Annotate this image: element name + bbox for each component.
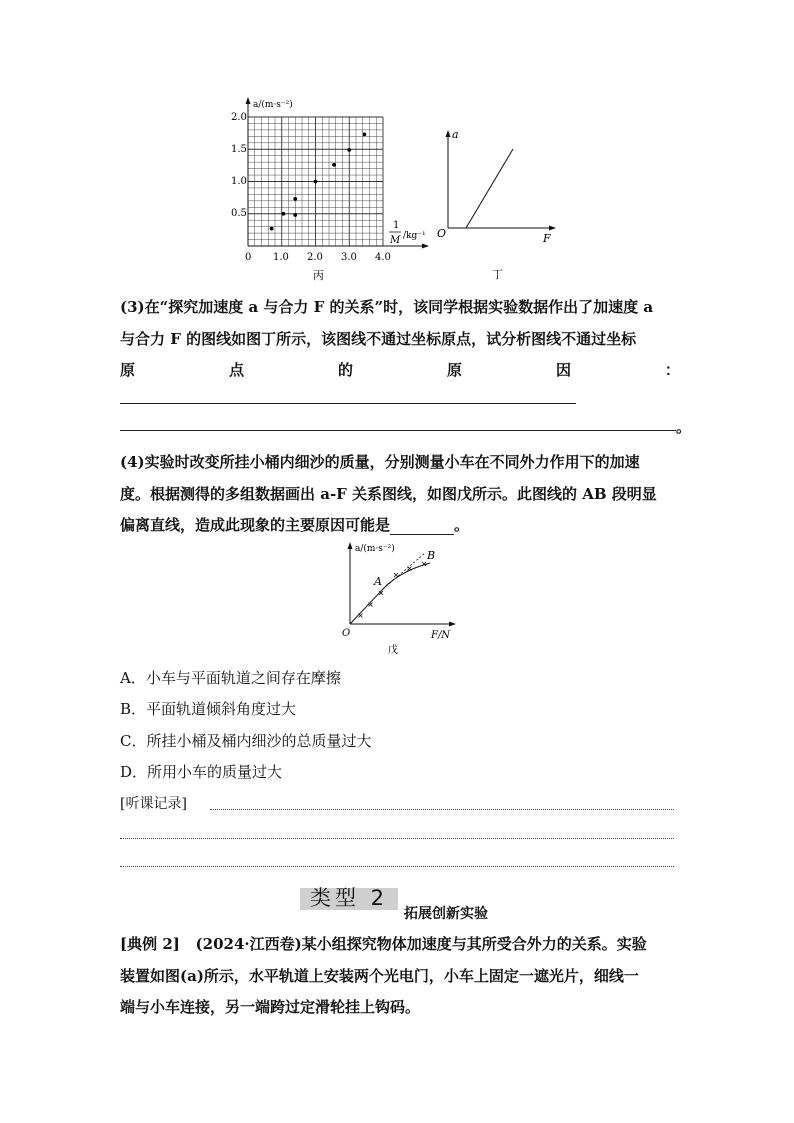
q4-line3-end: 。 [454,516,470,534]
section-badge [300,888,398,910]
bing-x-tick: 4.0 [375,252,391,263]
ding-caption: 丁 [492,268,503,281]
bing-y-tick: 1.5 [231,144,247,155]
bing-x-tick: 0 [245,252,252,263]
q3-answer-line-1[interactable] [120,403,576,404]
bing-caption: 丙 [313,269,324,282]
q3-char: ： [664,361,680,379]
wu-origin: O [342,628,351,639]
notes-line-2[interactable] [120,838,674,839]
option-a[interactable]: A．小车与平面轨道之间存在摩擦 [120,669,341,687]
q3-answer-line-2[interactable] [120,430,676,431]
ding-graph-line [466,149,513,228]
bing-y-tick: 0.5 [231,208,247,219]
q4-line3-text: 偏离直线，造成此现象的主要原因可能是 [120,516,391,534]
bing-x-label-unit: /kg⁻¹ [403,231,426,241]
bing-data-point [363,133,367,137]
wu-point-b: B [427,549,436,562]
q3-char: 点 [228,361,244,379]
figure-ding-chart [430,126,562,282]
ding-x-arrow [549,226,556,231]
bing-x-arrow [422,244,429,249]
q3-char: 原 [120,361,136,379]
wu-y-label: a/(m·s⁻²) [355,544,395,554]
q4-line3 [120,515,680,535]
bing-data-point [347,148,351,152]
bing-data-point [293,197,297,201]
wu-curve [350,563,430,624]
wu-point-a: A [374,575,382,588]
wu-caption: 戊 [388,645,398,656]
wu-x-arrow [449,622,456,627]
bing-x-tick: 1.0 [273,252,289,263]
notes-label: [听课记录] [120,796,187,812]
notes-line-3[interactable] [120,866,674,867]
ding-y-label: a [452,128,459,141]
example2-line2: 装置如图(a)所示，水平轨道上安装两个光电门，小车上固定一遮光片，细线一 [120,967,639,985]
q3-line3 [120,360,680,380]
wu-data-marks [359,562,427,618]
wu-x-label: F/N [431,630,451,641]
option-b[interactable]: B．平面轨道倾斜角度过大 [120,700,297,718]
bing-x-label-denominator: M [390,235,401,246]
ding-origin: O [437,227,447,240]
q4-line1: (4)实验时改变所挂小桶内细沙的质量，分别测量小车在不同外力作用下的加速 [120,453,640,471]
ding-x-label: F [543,232,551,245]
ding-y-arrow [446,130,451,137]
q3-end-mark: 。 [676,418,692,436]
bing-data-point [293,213,297,217]
q3-char: 因 [555,361,571,379]
example2-tag: [典例 2] [120,935,180,953]
section-title: 类型 2 [309,886,389,910]
bing-data-point [314,180,318,184]
wu-y-arrow [348,542,353,549]
bing-x-tick: 3.0 [341,252,357,263]
bing-y-tick: 2.0 [231,112,247,123]
bing-y-arrow [246,97,251,104]
bing-data-point [270,227,274,231]
example2-line3: 端与小车连接，另一端跨过定滑轮挂上钩码。 [120,998,421,1016]
section-subtitle: 拓展创新实验 [404,906,488,922]
figure-bing-chart [228,96,430,286]
bing-data-point [282,212,286,216]
example2-line1 [120,934,680,954]
bing-x-label-numerator: 1 [393,220,400,231]
q3-char: 的 [337,361,353,379]
q3-line1: (3)在“探究加速度 a 与合力 F 的关系”时，该同学根据实验数据作出了加速度 a [120,298,654,316]
option-d[interactable]: D．所用小车的质量过大 [120,763,283,781]
wu-dashed-extension [383,553,425,589]
example2-line1-text: (2024·江西卷)某小组探究物体加速度与其所受合外力的关系。实验 [195,935,647,953]
bing-y-tick: 1.0 [231,176,247,187]
bing-data-point [332,163,336,167]
bing-x-tick: 2.0 [307,252,323,263]
q4-line2: 度。根据测得的多组数据画出 a-F 关系图线，如图戊所示。此图线的 AB 段明显 [120,485,657,503]
q3-line2: 与合力 F 的图线如图丁所示，该图线不通过坐标原点，试分析图线不通过坐标 [120,330,637,348]
q4-answer-blank[interactable] [390,520,454,535]
option-c[interactable]: C．所挂小桶及桶内细沙的总质量过大 [120,732,372,750]
notes-line-1[interactable] [210,809,674,810]
figure-wu-chart [338,540,462,658]
bing-y-axis-label: a/(m·s⁻²) [253,100,293,110]
q3-char: 原 [446,361,462,379]
